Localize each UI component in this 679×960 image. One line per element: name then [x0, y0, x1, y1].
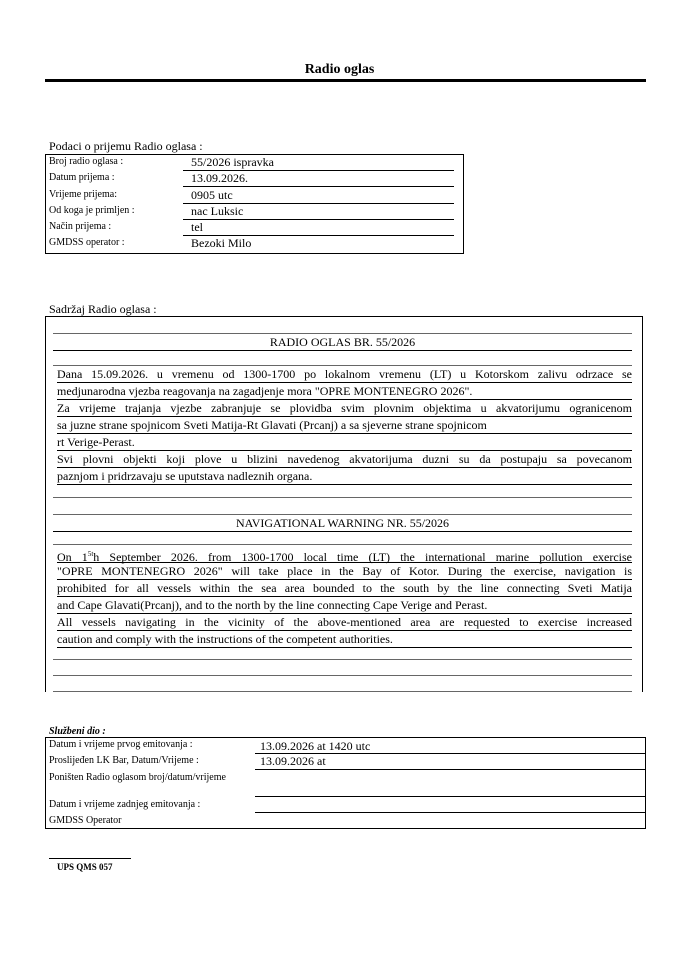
official-row-rule: [255, 812, 646, 813]
blank-rule: [53, 544, 632, 545]
me-line: Dana 15.09.2026. u vremenu od 1300-1700 po lokalnom vremenu (LT) u Kotorskom zalivu odrzace se: [57, 367, 632, 381]
official-label-first: Datum i vrijeme prvog emitovanja :: [49, 739, 193, 750]
en-line-first: [57, 546, 632, 563]
content-heading: Sadržaj Radio oglasa :: [49, 302, 157, 316]
page-title: Radio oglas: [304, 62, 375, 77]
blank-rule: [53, 691, 632, 692]
official-value-forwarded: 13.09.2026 at: [260, 754, 326, 768]
receipt-row-rule: [183, 219, 454, 220]
en-line: prohibited for all vessels within the sea area bounded to the south by the line connecting Sveti Matija: [57, 581, 632, 595]
receipt-value-from: nac Luksic: [191, 204, 244, 218]
me-line: Svi plovni objekti koji plove u blizini navedenog akvatorijuma duzni su da postupaju sa povecanom: [57, 452, 632, 466]
receipt-value-operator: Bezoki Milo: [191, 236, 252, 250]
receipt-label-time: Vrijeme prijema:: [49, 189, 117, 200]
official-label-last: Datum i vrijeme zadnjeg emitovanja :: [49, 799, 201, 810]
official-heading: Službeni dio :: [49, 726, 106, 737]
en-paragraph: [57, 546, 632, 648]
footer-rule: [49, 858, 131, 859]
me-line: Za vrijeme trajanja vjezbe zabranjuje se plovidba svim plovnim objektima u akvatorijumu ogranicenom: [57, 401, 632, 415]
title-rule: [45, 79, 646, 82]
receipt-label-from: Od koga je primljen :: [49, 205, 135, 216]
blank-rule: [53, 659, 632, 660]
receipt-value-method: tel: [191, 220, 203, 234]
official-row-rule: [255, 769, 646, 770]
blank-rule: [53, 675, 632, 676]
receipt-row-rule: [183, 186, 454, 187]
receipt-label-date: Datum prijema :: [49, 172, 115, 183]
receipt-value-date: 13.09.2026.: [191, 171, 248, 185]
official-label-forwarded: Proslijeđen LK Bar, Datum/Vrijeme :: [49, 755, 199, 766]
en-title: NAVIGATIONAL WARNING NR. 55/2026: [53, 515, 632, 532]
me-line: rt Verige-Perast.: [57, 434, 632, 451]
me-line: paznjom i pridrzavaju se uputstava nadleznih organa.: [57, 468, 632, 485]
footer-code: UPS QMS 057: [57, 862, 113, 872]
me-paragraph: [57, 366, 632, 485]
en-line: and Cape Glavati(Prcanj), and to the north by the line connecting Cape Verige and Perast.: [57, 597, 632, 614]
official-row-rule: [255, 796, 646, 797]
en-line: caution and comply with the instructions of the competent authorities.: [57, 631, 632, 648]
me-line: medjunarodna vjezba reagovanja na zagadjenje mora "OPRE MONTENEGRO 2026".: [57, 383, 632, 400]
en-first-post: h September 2026. from 1300-1700 local time (LT) the international marine pollution exercise: [93, 550, 632, 564]
me-title: RADIO OGLAS BR. 55/2026: [53, 334, 632, 351]
en-first-pre: On 1: [57, 550, 88, 564]
en-line: "OPRE MONTENEGRO 2026" will take place in the Bay of Kotor. During the exercise, navigation is: [57, 564, 632, 578]
en-first-sup: 5t: [87, 550, 94, 558]
receipt-label-operator: GMDSS operator :: [49, 237, 125, 248]
en-line: All vessels navigating in the vicinity of the above-mentioned area are requested to exercise increased: [57, 615, 632, 629]
official-label-operator: GMDSS Operator: [49, 815, 122, 826]
official-value-first: 13.09.2026 at 1420 utc: [260, 739, 371, 753]
receipt-value-time: 0905 utc: [191, 188, 233, 202]
receipt-label-number: Broj radio oglasa :: [49, 156, 124, 167]
receipt-heading: Podaci o prijemu Radio oglasa :: [49, 139, 203, 153]
receipt-label-method: Način prijema :: [49, 221, 112, 232]
me-line: sa juzne strane spojnicom Sveti Matija-Rt Glavati (Prcanj) a sa sjeverne strane spojnicom: [57, 417, 632, 434]
receipt-value-number: 55/2026 ispravka: [191, 155, 274, 169]
blank-rule: [53, 497, 632, 498]
official-label-cancelled: Poništen Radio oglasom broj/datum/vrijeme: [49, 772, 226, 783]
